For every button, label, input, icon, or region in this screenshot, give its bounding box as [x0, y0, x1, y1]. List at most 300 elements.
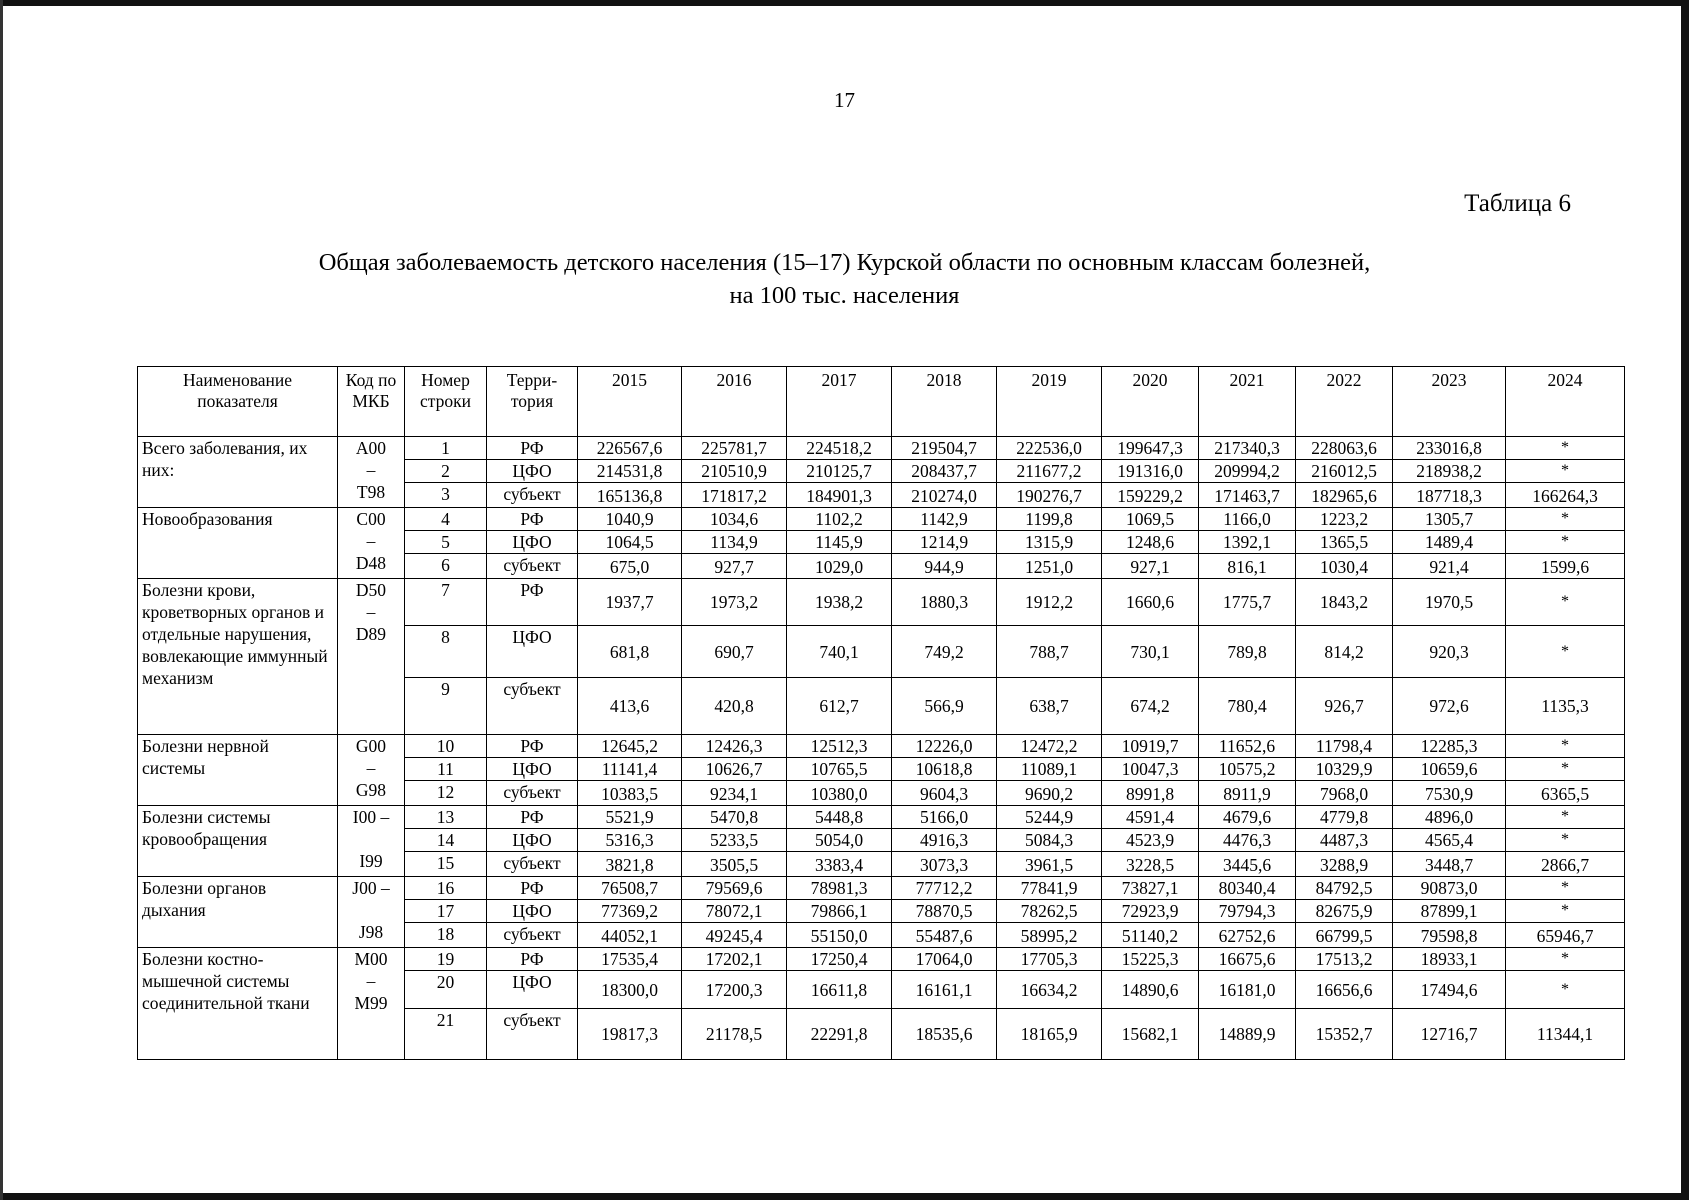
value-cell: 740,1 — [787, 626, 892, 678]
value-cell: 12226,0 — [892, 735, 997, 758]
header-year: 2018 — [892, 367, 997, 437]
value-cell: 1102,2 — [787, 508, 892, 531]
header-year: 2017 — [787, 367, 892, 437]
territory: РФ — [487, 735, 578, 758]
row-number: 13 — [405, 806, 487, 829]
value-cell: 16181,0 — [1199, 971, 1296, 1009]
value-cell: 788,7 — [997, 626, 1102, 678]
table-title — [0, 246, 1689, 312]
value-cell: 55150,0 — [787, 923, 892, 948]
value-cell: 165136,8 — [578, 483, 682, 508]
icd-code-dash: – — [366, 758, 376, 778]
value-cell: 222536,0 — [997, 437, 1102, 460]
value-cell: 1880,3 — [892, 579, 997, 626]
value-cell: 17202,1 — [682, 948, 787, 971]
icd-code-dash: – — [366, 971, 376, 991]
value-cell: 927,1 — [1102, 554, 1199, 579]
value-cell: 730,1 — [1102, 626, 1199, 678]
value-cell: * — [1506, 531, 1625, 554]
value-cell: 17200,3 — [682, 971, 787, 1009]
header-name: Наименование показателя — [138, 367, 338, 437]
value-cell: 3961,5 — [997, 852, 1102, 877]
value-cell: 10047,3 — [1102, 758, 1199, 781]
value-cell: 3228,5 — [1102, 852, 1199, 877]
value-cell: 218938,2 — [1393, 460, 1506, 483]
header-year: 2023 — [1393, 367, 1506, 437]
value-cell: 78072,1 — [682, 900, 787, 923]
value-cell: 214531,8 — [578, 460, 682, 483]
value-cell: 187718,3 — [1393, 483, 1506, 508]
value-cell: 4591,4 — [1102, 806, 1199, 829]
value-cell: 77841,9 — [997, 877, 1102, 900]
value-cell: 217340,3 — [1199, 437, 1296, 460]
value-cell: 3448,7 — [1393, 852, 1506, 877]
territory: субъект — [487, 852, 578, 877]
value-cell: 14890,6 — [1102, 971, 1199, 1009]
value-cell: 1248,6 — [1102, 531, 1199, 554]
header-year: 2019 — [997, 367, 1102, 437]
value-cell: 7968,0 — [1296, 781, 1393, 806]
value-cell: 4565,4 — [1393, 829, 1506, 852]
value-cell: 14889,9 — [1199, 1009, 1296, 1060]
territory: субъект — [487, 1009, 578, 1060]
value-cell: 15225,3 — [1102, 948, 1199, 971]
value-cell: 3505,5 — [682, 852, 787, 877]
value-cell: 17513,2 — [1296, 948, 1393, 971]
value-cell: 4896,0 — [1393, 806, 1506, 829]
value-cell: 674,2 — [1102, 678, 1199, 735]
value-cell: 681,8 — [578, 626, 682, 678]
page-number: 17 — [834, 88, 855, 112]
value-cell: 11141,4 — [578, 758, 682, 781]
icd-code-bottom: I99 — [359, 851, 383, 871]
value-cell: 1064,5 — [578, 531, 682, 554]
header-year: 2021 — [1199, 367, 1296, 437]
value-cell: 66799,5 — [1296, 923, 1393, 948]
value-cell: 1251,0 — [997, 554, 1102, 579]
indicator-name: Болезни костно-мышечной системы соединительной ткани — [138, 948, 338, 1060]
row-number: 15 — [405, 852, 487, 877]
header-row — [138, 367, 1625, 437]
value-cell: 1142,9 — [892, 508, 997, 531]
value-cell: 15682,1 — [1102, 1009, 1199, 1060]
value-cell: 208437,7 — [892, 460, 997, 483]
value-cell: 5054,0 — [787, 829, 892, 852]
value-cell: 1660,6 — [1102, 579, 1199, 626]
value-cell: 8911,9 — [1199, 781, 1296, 806]
icd-code-range — [338, 806, 405, 877]
table-row — [138, 806, 1625, 829]
value-cell: 17494,6 — [1393, 971, 1506, 1009]
territory: ЦФО — [487, 758, 578, 781]
value-cell: * — [1506, 948, 1625, 971]
value-cell: 1166,0 — [1199, 508, 1296, 531]
value-cell: 210510,9 — [682, 460, 787, 483]
territory: РФ — [487, 437, 578, 460]
header-year: 2016 — [682, 367, 787, 437]
value-cell: 1199,8 — [997, 508, 1102, 531]
row-number: 7 — [405, 579, 487, 626]
icd-code-top: C00 — [356, 509, 386, 529]
value-cell: 79598,8 — [1393, 923, 1506, 948]
value-cell: 80340,4 — [1199, 877, 1296, 900]
value-cell: 84792,5 — [1296, 877, 1393, 900]
territory: ЦФО — [487, 971, 578, 1009]
value-cell: 15352,7 — [1296, 1009, 1393, 1060]
value-cell: 51140,2 — [1102, 923, 1199, 948]
row-number: 3 — [405, 483, 487, 508]
icd-code-bottom: D48 — [355, 553, 387, 573]
value-cell: * — [1506, 508, 1625, 531]
territory: РФ — [487, 948, 578, 971]
value-cell: 3288,9 — [1296, 852, 1393, 877]
value-cell: 11089,1 — [997, 758, 1102, 781]
table-row — [138, 735, 1625, 758]
value-cell: 9234,1 — [682, 781, 787, 806]
value-cell: 5166,0 — [892, 806, 997, 829]
value-cell: 10575,2 — [1199, 758, 1296, 781]
header-year: 2024 — [1506, 367, 1625, 437]
value-cell: 9690,2 — [997, 781, 1102, 806]
value-cell: 1135,3 — [1506, 678, 1625, 735]
value-cell: 5084,3 — [997, 829, 1102, 852]
value-cell: * — [1506, 437, 1625, 460]
value-cell: 78262,5 — [997, 900, 1102, 923]
value-cell: 1040,9 — [578, 508, 682, 531]
value-cell: 1489,4 — [1393, 531, 1506, 554]
value-cell: * — [1506, 829, 1625, 852]
indicator-name: Новообразования — [138, 508, 338, 579]
value-cell: 228063,6 — [1296, 437, 1393, 460]
table-row — [138, 948, 1625, 971]
value-cell: 18535,6 — [892, 1009, 997, 1060]
value-cell: 8991,8 — [1102, 781, 1199, 806]
territory: субъект — [487, 483, 578, 508]
title-line-1: Общая заболеваемость детского населения (15–17) Курской области по основным классам болезней, — [318, 249, 1371, 276]
value-cell: 65946,7 — [1506, 923, 1625, 948]
value-cell: 19817,3 — [578, 1009, 682, 1060]
value-cell: 1029,0 — [787, 554, 892, 579]
value-cell: 612,7 — [787, 678, 892, 735]
value-cell: 675,0 — [578, 554, 682, 579]
icd-code-bottom: G98 — [355, 780, 387, 800]
value-cell: 3445,6 — [1199, 852, 1296, 877]
value-cell: 11344,1 — [1506, 1009, 1625, 1060]
value-cell: 927,7 — [682, 554, 787, 579]
value-cell: 1970,5 — [1393, 579, 1506, 626]
value-cell: 1912,2 — [997, 579, 1102, 626]
value-cell: 1599,6 — [1506, 554, 1625, 579]
value-cell: * — [1506, 626, 1625, 678]
territory: РФ — [487, 877, 578, 900]
scan-edge-top — [0, 0, 1689, 6]
territory: субъект — [487, 554, 578, 579]
value-cell: 3821,8 — [578, 852, 682, 877]
value-cell: 4476,3 — [1199, 829, 1296, 852]
table-label: Таблица 6 — [1464, 190, 1571, 217]
value-cell: 76508,7 — [578, 877, 682, 900]
value-cell: 921,4 — [1393, 554, 1506, 579]
value-cell: 420,8 — [682, 678, 787, 735]
value-cell: 12512,3 — [787, 735, 892, 758]
row-number: 17 — [405, 900, 487, 923]
value-cell: 182965,6 — [1296, 483, 1393, 508]
value-cell: * — [1506, 877, 1625, 900]
value-cell: 1034,6 — [682, 508, 787, 531]
row-number: 6 — [405, 554, 487, 579]
value-cell: 17064,0 — [892, 948, 997, 971]
row-number: 14 — [405, 829, 487, 852]
value-cell: 4487,3 — [1296, 829, 1393, 852]
value-cell: 1214,9 — [892, 531, 997, 554]
territory: ЦФО — [487, 900, 578, 923]
value-cell: 638,7 — [997, 678, 1102, 735]
value-cell: 171817,2 — [682, 483, 787, 508]
value-cell: 12645,2 — [578, 735, 682, 758]
value-cell: 21178,5 — [682, 1009, 787, 1060]
value-cell: 210125,7 — [787, 460, 892, 483]
icd-code-range — [338, 437, 405, 508]
value-cell: 87899,1 — [1393, 900, 1506, 923]
indicator-name: Болезни системы кровообращения — [138, 806, 338, 877]
value-cell: 12472,2 — [997, 735, 1102, 758]
territory: РФ — [487, 806, 578, 829]
value-cell: 78981,3 — [787, 877, 892, 900]
row-number: 2 — [405, 460, 487, 483]
value-cell: 10765,5 — [787, 758, 892, 781]
territory: ЦФО — [487, 626, 578, 678]
header-territory: Терри-тория — [487, 367, 578, 437]
icd-code-range — [338, 579, 405, 735]
value-cell: * — [1506, 460, 1625, 483]
value-cell: 10659,6 — [1393, 758, 1506, 781]
icd-code-dash: – — [366, 531, 376, 551]
row-number: 8 — [405, 626, 487, 678]
value-cell: 1145,9 — [787, 531, 892, 554]
value-cell: 17250,4 — [787, 948, 892, 971]
value-cell: 10383,5 — [578, 781, 682, 806]
table-row — [138, 508, 1625, 531]
value-cell: 2866,7 — [1506, 852, 1625, 877]
icd-code-bottom: M99 — [354, 993, 388, 1013]
value-cell: 10380,0 — [787, 781, 892, 806]
row-number: 16 — [405, 877, 487, 900]
header-year: 2022 — [1296, 367, 1393, 437]
value-cell: 9604,3 — [892, 781, 997, 806]
icd-code-bottom: Т98 — [356, 482, 386, 502]
value-cell: 44052,1 — [578, 923, 682, 948]
territory: ЦФО — [487, 460, 578, 483]
value-cell: 5448,8 — [787, 806, 892, 829]
value-cell: 5470,8 — [682, 806, 787, 829]
value-cell: 1937,7 — [578, 579, 682, 626]
value-cell: 210274,0 — [892, 483, 997, 508]
value-cell: 690,7 — [682, 626, 787, 678]
value-cell: 79866,1 — [787, 900, 892, 923]
value-cell: 816,1 — [1199, 554, 1296, 579]
value-cell: 12426,3 — [682, 735, 787, 758]
value-cell: 226567,6 — [578, 437, 682, 460]
icd-code-range — [338, 877, 405, 948]
icd-code-top: G00 — [355, 736, 387, 756]
icd-code-dash — [342, 899, 400, 921]
value-cell: 18300,0 — [578, 971, 682, 1009]
value-cell: * — [1506, 579, 1625, 626]
indicator-name: Болезни крови, кроветворных органов и отдельные нарушения, вовлекающие иммунный механизм — [138, 579, 338, 735]
value-cell: 413,6 — [578, 678, 682, 735]
icd-code-top: I00 – — [352, 807, 390, 827]
row-number: 12 — [405, 781, 487, 806]
table-body — [138, 437, 1625, 1060]
value-cell: 82675,9 — [1296, 900, 1393, 923]
value-cell: 16675,6 — [1199, 948, 1296, 971]
value-cell: 1223,2 — [1296, 508, 1393, 531]
value-cell: 10919,7 — [1102, 735, 1199, 758]
value-cell: 77712,2 — [892, 877, 997, 900]
value-cell: 209994,2 — [1199, 460, 1296, 483]
value-cell: * — [1506, 735, 1625, 758]
value-cell: 1315,9 — [997, 531, 1102, 554]
value-cell: 171463,7 — [1199, 483, 1296, 508]
value-cell: 49245,4 — [682, 923, 787, 948]
header-code: Код по МКБ — [338, 367, 405, 437]
scan-edge-right — [1681, 0, 1689, 1200]
value-cell: 225781,7 — [682, 437, 787, 460]
value-cell: 10626,7 — [682, 758, 787, 781]
value-cell: 972,6 — [1393, 678, 1506, 735]
value-cell: 4523,9 — [1102, 829, 1199, 852]
value-cell: 4916,3 — [892, 829, 997, 852]
icd-code-range — [338, 508, 405, 579]
value-cell: 920,3 — [1393, 626, 1506, 678]
value-cell: 1069,5 — [1102, 508, 1199, 531]
value-cell: * — [1506, 971, 1625, 1009]
value-cell: 6365,5 — [1506, 781, 1625, 806]
icd-code-top: M00 — [354, 949, 388, 969]
value-cell: 22291,8 — [787, 1009, 892, 1060]
row-number: 5 — [405, 531, 487, 554]
value-cell: 1973,2 — [682, 579, 787, 626]
icd-code-bottom: J98 — [358, 922, 384, 942]
value-cell: 159229,2 — [1102, 483, 1199, 508]
value-cell: 18165,9 — [997, 1009, 1102, 1060]
value-cell: 1843,2 — [1296, 579, 1393, 626]
row-number: 18 — [405, 923, 487, 948]
value-cell: 73827,1 — [1102, 877, 1199, 900]
territory: субъект — [487, 781, 578, 806]
value-cell: 233016,8 — [1393, 437, 1506, 460]
indicator-name: Всего заболевания, их них: — [138, 437, 338, 508]
territory: ЦФО — [487, 531, 578, 554]
territory: РФ — [487, 508, 578, 531]
value-cell: * — [1506, 806, 1625, 829]
value-cell: 166264,3 — [1506, 483, 1625, 508]
value-cell: 1365,5 — [1296, 531, 1393, 554]
value-cell: 90873,0 — [1393, 877, 1506, 900]
value-cell: 10618,8 — [892, 758, 997, 781]
value-cell: 5244,9 — [997, 806, 1102, 829]
value-cell: 5316,3 — [578, 829, 682, 852]
value-cell: 944,9 — [892, 554, 997, 579]
header-year: 2015 — [578, 367, 682, 437]
value-cell: 16161,1 — [892, 971, 997, 1009]
value-cell: 3383,4 — [787, 852, 892, 877]
territory: субъект — [487, 923, 578, 948]
table-row — [138, 877, 1625, 900]
header-row-number: Номер строки — [405, 367, 487, 437]
value-cell: 11652,6 — [1199, 735, 1296, 758]
icd-code-top: D50 — [355, 580, 387, 600]
row-number: 9 — [405, 678, 487, 735]
value-cell: 79794,3 — [1199, 900, 1296, 923]
value-cell: * — [1506, 900, 1625, 923]
icd-code-dash — [342, 828, 400, 850]
value-cell: 1134,9 — [682, 531, 787, 554]
row-number: 11 — [405, 758, 487, 781]
value-cell: 1775,7 — [1199, 579, 1296, 626]
table-row — [138, 579, 1625, 626]
value-cell: 814,2 — [1296, 626, 1393, 678]
header-year: 2020 — [1102, 367, 1199, 437]
value-cell: 4779,8 — [1296, 806, 1393, 829]
value-cell: 12285,3 — [1393, 735, 1506, 758]
value-cell: 10329,9 — [1296, 758, 1393, 781]
icd-code-dash: – — [366, 602, 376, 622]
value-cell: * — [1506, 758, 1625, 781]
territory: РФ — [487, 579, 578, 626]
value-cell: 1938,2 — [787, 579, 892, 626]
value-cell: 79569,6 — [682, 877, 787, 900]
value-cell: 749,2 — [892, 626, 997, 678]
value-cell: 216012,5 — [1296, 460, 1393, 483]
morbidity-table — [137, 366, 1625, 1060]
value-cell: 11798,4 — [1296, 735, 1393, 758]
value-cell: 58995,2 — [997, 923, 1102, 948]
row-number: 4 — [405, 508, 487, 531]
value-cell: 16634,2 — [997, 971, 1102, 1009]
value-cell: 55487,6 — [892, 923, 997, 948]
value-cell: 184901,3 — [787, 483, 892, 508]
icd-code-range — [338, 735, 405, 806]
value-cell: 199647,3 — [1102, 437, 1199, 460]
value-cell: 780,4 — [1199, 678, 1296, 735]
row-number: 20 — [405, 971, 487, 1009]
table-row — [138, 437, 1625, 460]
value-cell: 16611,8 — [787, 971, 892, 1009]
value-cell: 12716,7 — [1393, 1009, 1506, 1060]
territory: субъект — [487, 678, 578, 735]
icd-code-top: J00 – — [352, 878, 390, 898]
row-number: 21 — [405, 1009, 487, 1060]
icd-code-top: А00 — [355, 438, 387, 458]
value-cell: 224518,2 — [787, 437, 892, 460]
icd-code-bottom: D89 — [355, 624, 387, 644]
value-cell: 17705,3 — [997, 948, 1102, 971]
value-cell: 77369,2 — [578, 900, 682, 923]
indicator-name: Болезни нервной системы — [138, 735, 338, 806]
territory: ЦФО — [487, 829, 578, 852]
row-number: 19 — [405, 948, 487, 971]
value-cell: 18933,1 — [1393, 948, 1506, 971]
value-cell: 4679,6 — [1199, 806, 1296, 829]
icd-code-dash: – — [366, 460, 376, 480]
title-line-2: на 100 тыс. населения — [729, 282, 960, 309]
value-cell: 16656,6 — [1296, 971, 1393, 1009]
value-cell: 3073,3 — [892, 852, 997, 877]
scan-edge-left — [0, 0, 3, 1200]
icd-code-range — [338, 948, 405, 1060]
value-cell: 17535,4 — [578, 948, 682, 971]
